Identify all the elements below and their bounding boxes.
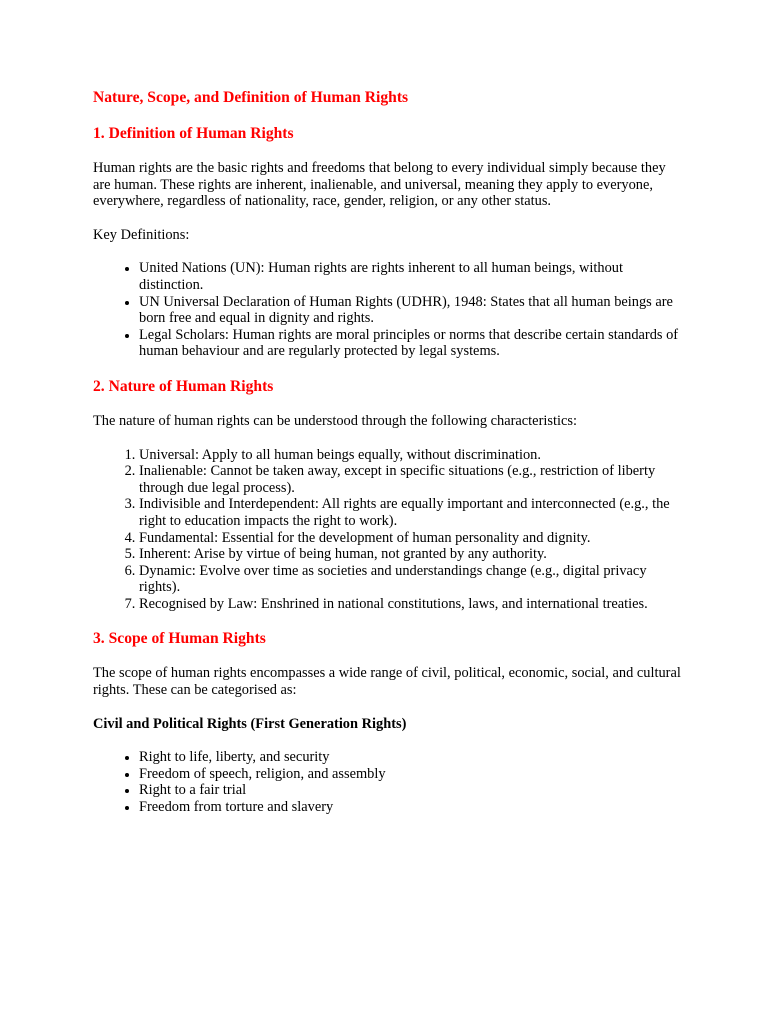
list-item: • United Nations (UN): Human rights are rights inherent to all human beings, without distinction.: [139, 260, 683, 293]
list-item: 6. Dynamic: Evolve over time as societies and understandings change (e.g., digital privacy rights).: [139, 563, 683, 596]
civil-political-heading: Civil and Political Rights (First Generation Rights): [93, 715, 407, 732]
civil-political-list: [93, 749, 683, 815]
nature-intro-paragraph: The nature of human rights can be understood through the following characteristics:: [93, 412, 577, 429]
list-item: 1. Universal: Apply to all human beings equally, without discrimination.: [139, 447, 683, 464]
definition-intro-paragraph: Human rights are the basic rights and freedoms that belong to every individual simply because they are human. These rights are inherent, inalienable, and universal, meaning they apply to everyone, everywhere, regardless of nationality, race, gender, religion, or any other status.: [93, 160, 666, 210]
list-item: • Legal Scholars: Human rights are moral principles or norms that describe certain standards of human behaviour and are regularly protected by legal systems.: [139, 327, 683, 360]
list-item: • Right to life, liberty, and security: [139, 749, 683, 766]
list-item: 3. Indivisible and Interdependent: All rights are equally important and interconnected (e.g., the right to education impacts the right to work).: [139, 496, 683, 529]
key-definitions-label: Key Definitions:: [93, 226, 190, 243]
document-title: Nature, Scope, and Definition of Human Rights: [93, 89, 409, 106]
document-page: [93, 88, 683, 833]
list-item: • Freedom of speech, religion, and assembly: [139, 766, 683, 783]
definitions-list: [93, 260, 683, 360]
list-item: • Freedom from torture and slavery: [139, 799, 683, 816]
section-heading-definition: 1. Definition of Human Rights: [93, 125, 294, 142]
characteristics-list: [93, 447, 683, 613]
section-heading-nature: 2. Nature of Human Rights: [93, 377, 274, 395]
scope-intro-paragraph: The scope of human rights encompasses a wide range of civil, political, economic, social, and cultural rights. These can be categorised as:: [93, 665, 681, 699]
list-item: • UN Universal Declaration of Human Rights (UDHR), 1948: States that all human beings are born free and equal in dignity and rights.: [139, 294, 683, 327]
list-item: 5. Inherent: Arise by virtue of being human, not granted by any authority.: [139, 546, 683, 563]
list-item: • Right to a fair trial: [139, 782, 683, 799]
list-item: 4. Fundamental: Essential for the development of human personality and dignity.: [139, 530, 683, 547]
list-item: 2. Inalienable: Cannot be taken away, except in specific situations (e.g., restriction of liberty through due legal process).: [139, 463, 683, 496]
section-heading-scope: 3. Scope of Human Rights: [93, 630, 266, 648]
list-item: 7. Recognised by Law: Enshrined in national constitutions, laws, and international treaties.: [139, 596, 683, 613]
